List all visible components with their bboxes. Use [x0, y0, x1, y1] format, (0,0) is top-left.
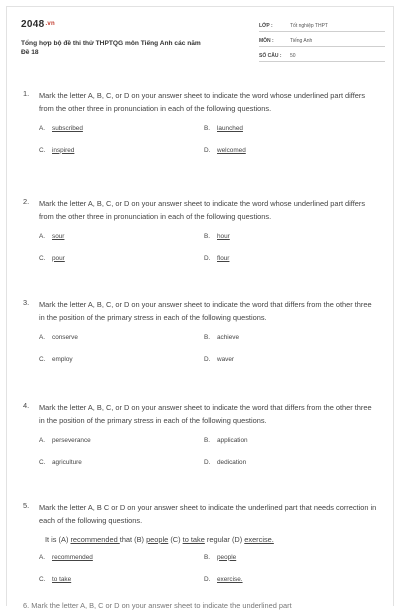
option-d[interactable]: D. dedication [204, 458, 247, 466]
question-number: 3. [23, 298, 30, 307]
option-d[interactable]: D. welcomed [204, 146, 246, 154]
question-1 [7, 89, 395, 197]
question-text: Mark the letter A, B, C, or D on your answer sheet to indicate the word that differs from the other three in the position of the primary stress in each of the following questions. [39, 300, 372, 323]
page-header [7, 7, 395, 73]
meta-row-question-count [259, 49, 385, 62]
option-b[interactable]: B. achieve [204, 333, 240, 341]
option-c[interactable]: C. employ [39, 355, 73, 363]
option-c[interactable]: C. to take [39, 575, 72, 583]
document-title-line2: Đề 18 [21, 48, 39, 56]
option-b[interactable]: B. launched [204, 124, 243, 132]
question-sentence: It is (A) recommended that (B) people (C) to take regular (D) exercise. [45, 534, 274, 544]
document-title [21, 40, 221, 57]
answer-options [39, 233, 369, 277]
option-c[interactable]: C. pour [39, 254, 65, 262]
question-number: 5. [23, 501, 30, 510]
option-d[interactable]: D. waver [204, 355, 235, 363]
meta-key: MÔN : [259, 38, 274, 44]
question-4 [7, 401, 395, 501]
option-c[interactable]: C. inspired [39, 146, 75, 154]
question-number: 1. [23, 89, 30, 98]
option-a[interactable]: A. perseverance [39, 436, 91, 444]
option-a[interactable]: A. subscribed [39, 124, 83, 132]
question-2 [7, 197, 395, 298]
meta-info [259, 19, 385, 64]
meta-value: 50 [290, 53, 296, 59]
option-d[interactable]: D. flour [204, 254, 230, 262]
meta-value: Tốt nghiệp THPT [290, 23, 328, 29]
meta-value: Tiếng Anh [290, 38, 313, 44]
option-b[interactable]: B. application [204, 436, 248, 444]
option-d[interactable]: D. exercise. [204, 575, 243, 583]
question-text: Mark the letter A, B, C, or D on your answer sheet to indicate the word whose underlined part differs from the other three in pronunciation in each of the following questions. [39, 199, 366, 222]
meta-row-subject [259, 34, 385, 47]
option-b[interactable]: B. people [204, 553, 237, 561]
question-text: Mark the letter A, B, C, or D on your answer sheet to indicate the word whose underlined part differs from the other three in pronunciation in each of the following questions. [39, 91, 366, 114]
document-title-line1: Tổng hợp bộ đề thi thử THPTQG môn Tiếng Anh các năm [21, 40, 201, 47]
question-5 [7, 501, 395, 599]
option-b[interactable]: B. hour [204, 232, 230, 240]
question-text: Mark the letter A, B C or D on your answer sheet to indicate the underlined part that needs correction in each of the following questions. [39, 503, 377, 526]
answer-options [39, 437, 369, 481]
meta-row-class [259, 19, 385, 32]
option-a[interactable]: A. recommended [39, 553, 93, 561]
question-list [7, 89, 395, 599]
option-a[interactable]: A. conserve [39, 333, 78, 341]
answer-options [39, 334, 369, 378]
answer-options [39, 554, 369, 598]
question-3 [7, 298, 395, 401]
answer-options [39, 125, 369, 169]
meta-key: LỚP : [259, 23, 273, 29]
site-logo[interactable]: 2048.vn [21, 19, 56, 30]
question-number: 2. [23, 197, 30, 206]
question-6-cutoff: 6. Mark the letter A, B, C or D on your answer sheet to indicate the underlined part [23, 601, 292, 610]
option-c[interactable]: C. agriculture [39, 458, 82, 466]
meta-key: SỐ CÂU : [259, 53, 282, 59]
question-number: 4. [23, 401, 30, 410]
question-text: Mark the letter A, B, C, or D on your answer sheet to indicate the word that differs from the other three in the position of the primary stress in each of the following questions. [39, 403, 372, 426]
exam-page [6, 6, 394, 610]
option-a[interactable]: A. sour [39, 232, 65, 240]
